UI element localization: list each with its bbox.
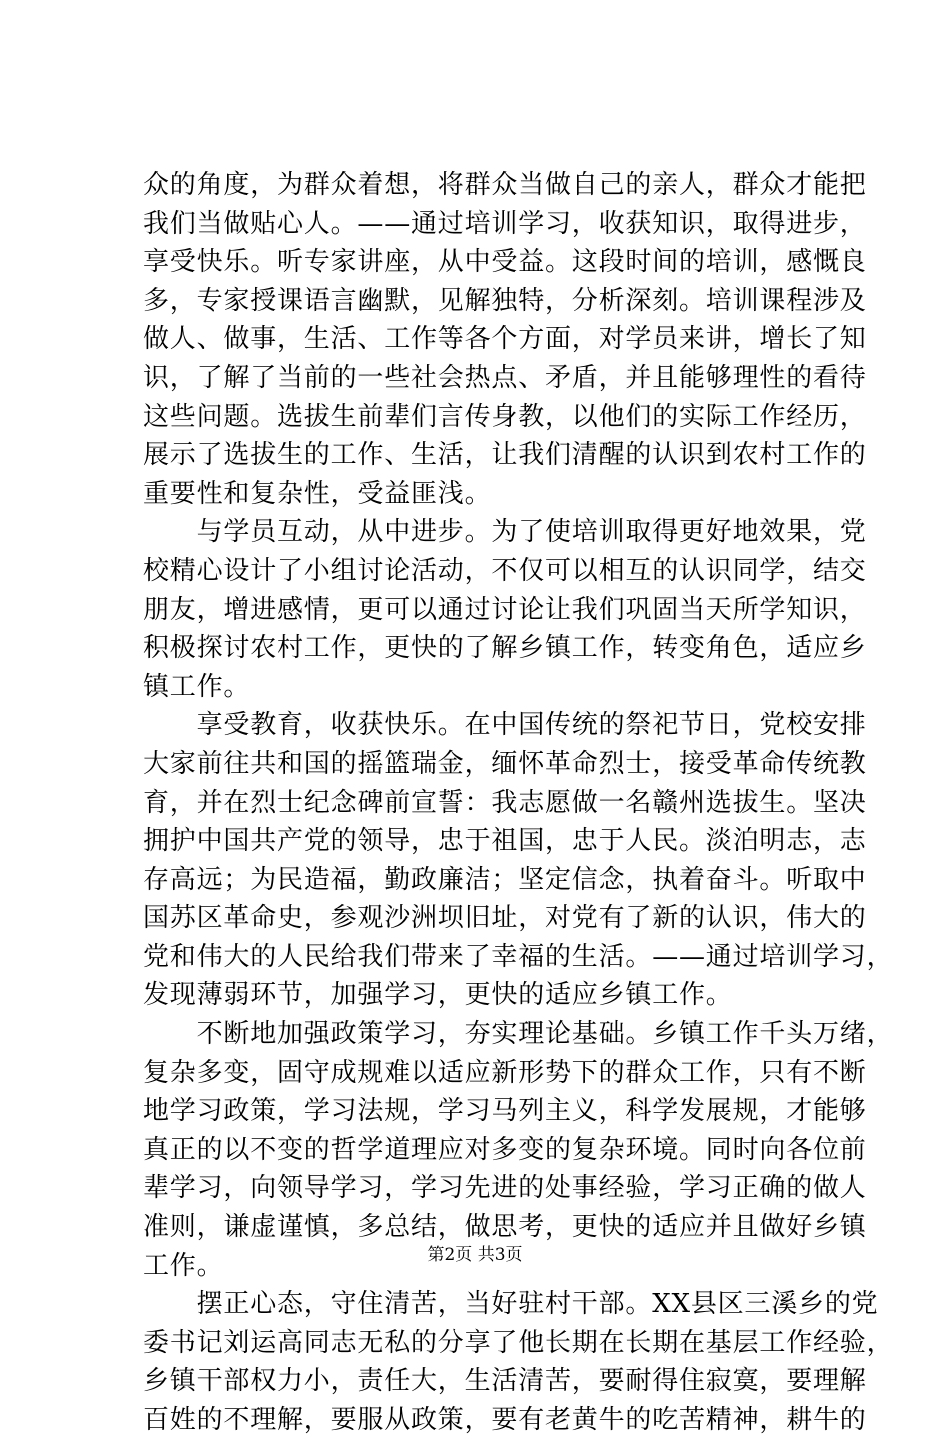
text-line: 大家前往共和国的摇篮瑞金，缅怀革命烈士，接受革命传统教 xyxy=(143,748,867,779)
text-line: 摆正心态，守住清苦，当好驻村干部。XX县区三溪乡的党 xyxy=(143,1289,879,1320)
text-line: 展示了选拔生的工作、生活，让我们清醒的认识到农村工作的 xyxy=(143,440,867,471)
text-line: 众的角度，为群众着想，将群众当做自己的亲人，群众才能把 xyxy=(143,170,867,200)
text-line: 辈学习，向领导学习，学习先进的处事经验，学习正确的做人 xyxy=(143,1173,867,1204)
text-line: 工作。 xyxy=(143,1250,224,1281)
text-line: 享受教育，收获快乐。在中国传统的祭祀节日，党校安排 xyxy=(143,710,867,741)
page-number-footer: 第2页 共3页 xyxy=(427,1245,523,1265)
text-line: 乡镇干部权力小，责任大，生活清苦，要耐得住寂寞，要理解 xyxy=(143,1366,867,1397)
text-line: 重要性和复杂性，受益匪浅。 xyxy=(143,478,492,509)
text-line: 国苏区革命史，参观沙洲坝旧址，对党有了新的认识，伟大的 xyxy=(143,903,867,934)
text-line: 发现薄弱环节，加强学习，更快的适应乡镇工作。 xyxy=(143,980,733,1011)
text-line: 与学员互动，从中进步。为了使培训取得更好地效果，党 xyxy=(143,517,867,548)
text-line: 不断地加强政策学习，夯实理论基础。乡镇工作千头万绪， xyxy=(143,1019,894,1050)
text-line: 享受快乐。听专家讲座，从中受益。这段时间的培训，感慨良 xyxy=(143,247,867,278)
text-line: 地学习政策，学习法规，学习马列主义，科学发展规，才能够 xyxy=(143,1096,867,1127)
text-line: 这些问题。选拔生前辈们言传身教，以他们的实际工作经历， xyxy=(143,401,867,432)
text-line: 拥护中国共产党的领导，忠于祖国，忠于人民。淡泊明志，志 xyxy=(143,826,867,857)
text-line: 镇工作。 xyxy=(143,671,251,702)
text-line: 真正的以不变的哲学道理应对多变的复杂环境。同时向各位前 xyxy=(143,1134,867,1165)
text-line: 做人、做事，生活、工作等各个方面，对学员来讲，增长了知 xyxy=(143,324,867,355)
text-line: 多，专家授课语言幽默，见解独特，分析深刻。培训课程涉及 xyxy=(143,285,867,316)
text-line: 朋友，增进感情，更可以通过讨论让我们巩固当天所学知识， xyxy=(143,594,867,625)
text-line: 存高远；为民造福，勤政廉洁；坚定信念，执着奋斗。听取中 xyxy=(143,864,867,895)
text-line: 委书记刘运高同志无私的分享了他长期在长期在基层工作经验， xyxy=(143,1327,894,1358)
text-line: 校精心设计了小组讨论活动，不仅可以相互的认识同学，结交 xyxy=(143,555,867,586)
text-line: 育，并在烈士纪念碑前宣誓：我志愿做一名赣州选拔生。坚决 xyxy=(143,787,867,818)
text-line: 复杂多变，固守成规难以适应新形势下的群众工作，只有不断 xyxy=(143,1057,867,1088)
text-line: 党和伟大的人民给我们带来了幸福的生活。——通过培训学习， xyxy=(143,941,894,972)
text-line: 识，了解了当前的一些社会热点、矛盾，并且能够理性的看待 xyxy=(143,362,867,393)
text-line: 积极探讨农村工作，更快的了解乡镇工作，转变角色，适应乡 xyxy=(143,633,867,664)
text-line: 百姓的不理解，要服从政策，要有老黄牛的吃苦精神，耕牛的 xyxy=(143,1405,867,1435)
text-line: 我们当做贴心人。——通过培训学习，收获知识，取得进步， xyxy=(143,208,867,239)
text-line: 准则，谦虚谨慎，多总结，做思考，更快的适应并且做好乡镇 xyxy=(143,1212,867,1243)
